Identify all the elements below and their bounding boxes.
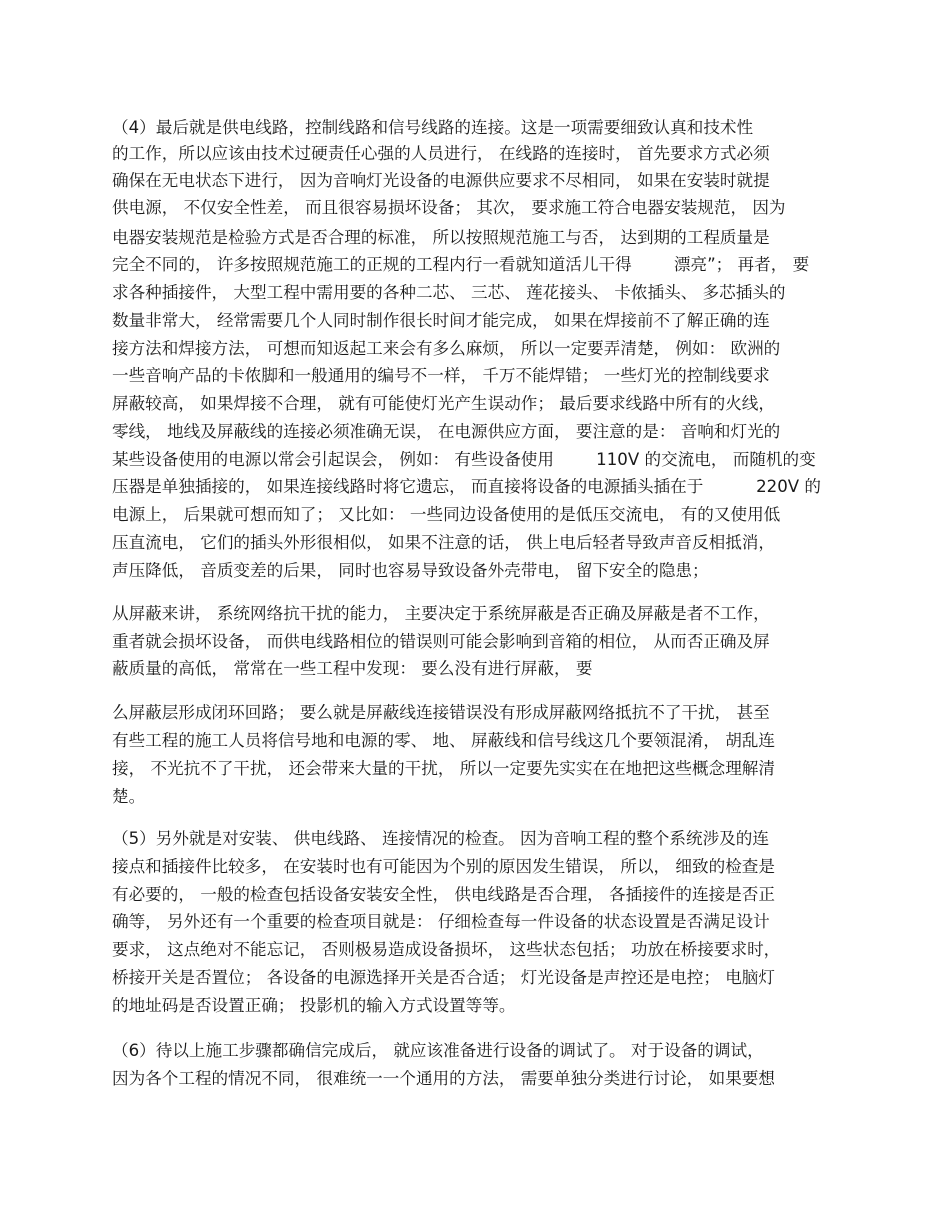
text-line: 供电源， 不仅安全性差， 而且很容易损坏设备； 其次， 要求施工符合电器安装规范， 因为 [112,198,786,217]
text-line: 楚。 [112,787,146,806]
text-line: 的地址码是否设置正确； 投影机的输入方式设置等等。 [112,996,516,1015]
text-line: 某些设备使用的电源以常会引起误会， 例如： 有些设备使用 110V 的交流电， 而随机的变 [112,450,816,469]
text-line: 有必要的， 一般的检查包括设备安装安全性， 供电线路是否合理， 各插接件的连接是否正 [112,885,775,904]
text-line: （6）待以上施工步骤都确信完成后， 就应该准备进行设备的调试了。 对于设备的调试， [112,1041,764,1060]
text-line: 重者就会损坏设备， 而供电线路相位的错误则可能会影响到音箱的相位， 从而否正确及屏 [112,632,770,651]
text-line: 声压降低， 音质变差的后果， 同时也容易导致设备外壳带电， 留下安全的隐患； [112,561,709,580]
text-line: 确保在无电状态下进行， 因为音响灯光设备的电源供应要求不尽相同， 如果在安装时就提 [112,171,770,190]
text-line: 的工作，所以应该由技术过硬责任心强的人员进行， 在线路的连接时， 首先要求方式必须 [112,144,770,163]
text-line: 屏蔽较高， 如果焊接不合理， 就有可能使灯光产生误动作； 最后要求线路中所有的火线， [112,394,775,413]
text-line: 蔽质量的高低， 常常在一些工程中发现： 要么没有进行屏蔽， 要 [112,659,593,678]
text-line: 完全不同的， 许多按照规范施工的正规的工程内行一看就知道活儿干得 漂亮”； 再者， 要 [112,255,810,274]
text-line: （4）最后就是供电线路，控制线路和信号线路的连接。这是一项需要细致认真和技术性 [112,118,754,137]
text-line: 零线， 地线及屏蔽线的连接必须准确无误， 在电源供应方面， 要注意的是： 音响和灯光的 [112,422,781,441]
text-line: 电器安装规范是检验方式是否合理的标准， 所以按照规范施工与否， 达到期的工程质量是 [112,228,770,247]
text-line: 接点和插接件比较多， 在安装时也有可能因为个别的原因发生错误， 所以， 细致的检查是 [112,857,775,876]
text-line: 要求， 这点绝对不能忘记， 否则极易造成设备损坏， 这些状态包括； 功放在桥接要求时， [112,940,781,959]
text-line: 数量非常大， 经常需要几个人同时制作很长时间才能完成， 如果在焊接前不了解正确的连 [112,311,770,330]
text-line: 么屏蔽层形成闭环回路； 要么就是屏蔽线连接错误没有形成屏蔽网络抵抗不了干扰， 甚至 [112,703,770,722]
text-line: 电源上， 后果就可想而知了； 又比如： 一些同边设备使用的是低压交流电， 有的又使用低 [112,505,781,524]
text-line: 因为各个工程的情况不同， 很难统一一个通用的方法， 需要单独分类进行讨论， 如果要想 [112,1069,775,1088]
text-line: 接， 不光抗不了干扰， 还会带来大量的干扰， 所以一定要先实实在在地把这些概念理解清 [112,759,775,778]
text-line: 压直流电， 它们的插头外形很相似， 如果不注意的话， 供上电后轻者导致声音反相抵消， [112,533,775,552]
text-line: 接方法和焊接方法， 可想而知返起工来会有多么麻烦， 所以一定要弄清楚， 例如： 欧洲的 [112,339,781,358]
text-line: 从屏蔽来讲， 系统网络抗干扰的能力， 主要决定于系统屏蔽是否正确及屏蔽是者不工作， [112,604,770,623]
text-line: 有些工程的施工人员将信号地和电源的零、 地、 屏蔽线和信号线这几个要领混淆， 胡乱连 [112,731,775,750]
text-line: （5）另外就是对安装、 供电线路、 连接情况的检查。 因为音响工程的整个系统涉及的连 [112,829,769,848]
text-line: 压器是单独插接的， 如果连接线路时将它遗忘， 而直接将设备的电源插头插在于 220V 的 [112,477,821,496]
text-line: 求各种插接件， 大型工程中需用要的各种二芯、 三芯、 莲花接头、 卡侬插头、 多芯插头的 [112,283,786,302]
text-line: 一些音响产品的卡侬脚和一般通用的编号不一样， 千万不能焊错； 一些灯光的控制线要求 [112,366,770,385]
text-line: 桥接开关是否置位； 各设备的电源选择开关是否合适； 灯光设备是声控还是电控； 电脑灯 [112,968,775,987]
text-line: 确等， 另外还有一个重要的检查项目就是： 仔细检查每一件设备的状态设置是否满足设计 [112,912,770,931]
